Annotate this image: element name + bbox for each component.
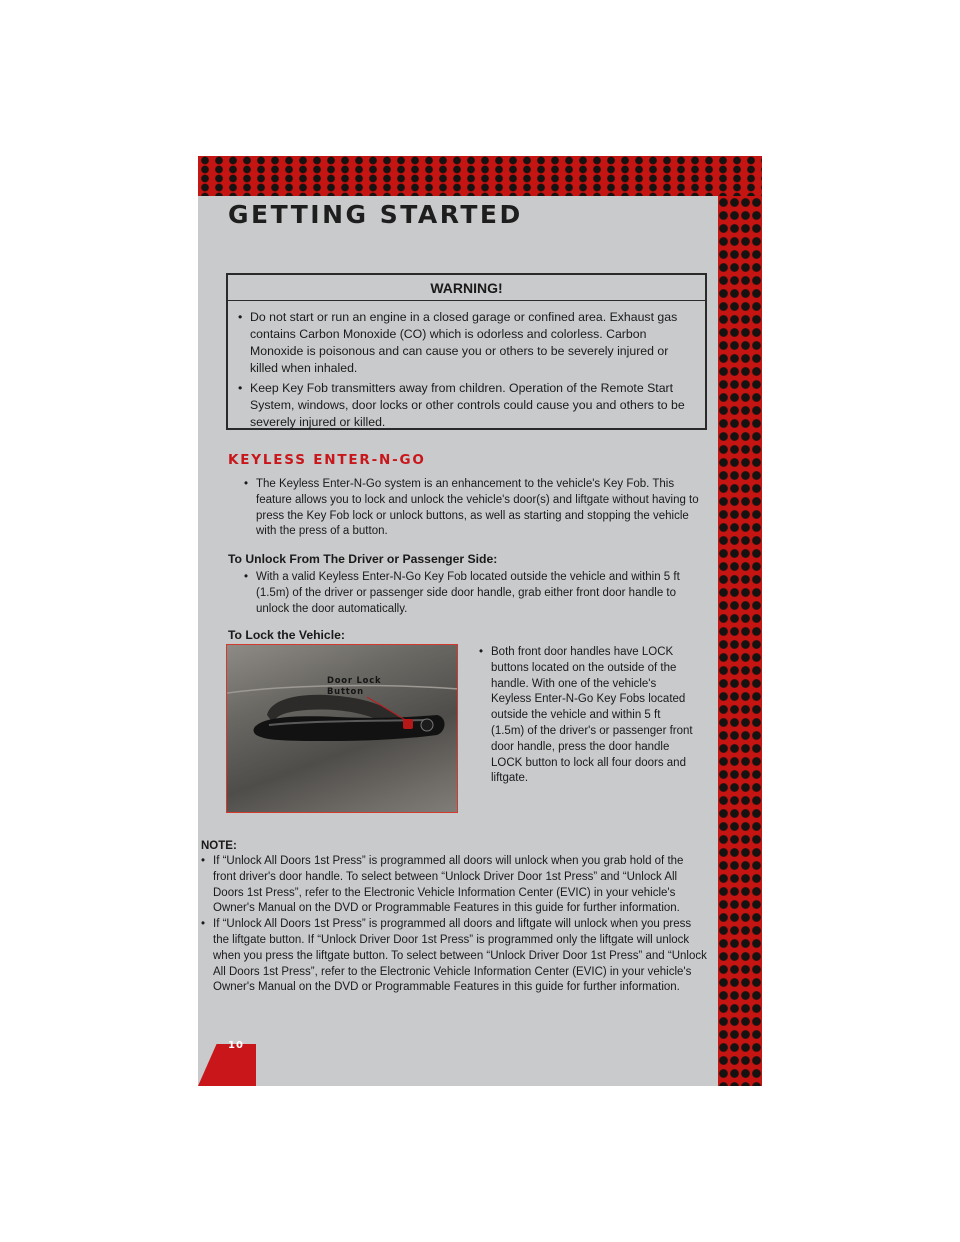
note-item: • If “Unlock All Doors 1st Press” is programmed all doors will unlock when you grab hold of the front driver's door handle. To select between “Unlock Driver Door 1st Press” and “Unlock All Doors 1st Press”, refer to the Electronic Vehicle Information Center (EVIC) in your vehicle's Owner's Manual on the DVD or Programmable Features in this guide for further information. [201, 854, 708, 917]
intro-paragraph: • The Keyless Enter-N-Go system is an enhancement to the vehicle's Key Fob. This feature allows you to lock and unlock the vehicle's door(s) and liftgate without having to press the Key Fob lock or unlock buttons, as well as starting and stopping the vehicle with the press of a button. [244, 477, 704, 540]
note-title: NOTE: [201, 840, 237, 852]
warning-item: • Do not start or run an engine in a closed garage or confined area. Exhaust gas contains Carbon Monoxide (CO) which is odorless and colorless. Carbon Monoxide is poisonous and can cause you or others to be severely injured or killed when inhaled. [238, 309, 699, 377]
warning-box [226, 273, 707, 430]
door-handle-illustration [227, 645, 458, 813]
page-number: 10 [228, 1040, 244, 1051]
warning-list [228, 301, 705, 431]
header-mesh-graphic [198, 156, 762, 196]
warning-title: WARNING! [228, 275, 705, 301]
warning-item: • Keep Key Fob transmitters away from children. Operation of the Remote Start System, windows, door locks or other controls could cause you and others to be severely injured or killed. [238, 380, 699, 431]
unlock-text: • With a valid Keyless Enter-N-Go Key Fob located outside the vehicle and within 5 ft (1.5m) of the driver or passenger side door handle, grab either front door handle to unlock the door automatically. [244, 570, 706, 617]
section-header: GETTING STARTED [228, 200, 523, 229]
feature-title: KEYLESS ENTER-N-GO [228, 452, 426, 468]
lock-text: • Both front door handles have LOCK buttons located on the outside of the handle. With one of the vehicle's Keyless Enter-N-Go Key Fobs located outside the vehicle and within 5 ft (1.5m) of the driver's or passenger front door handle, press the door handle LOCK button to lock all four doors and liftgate. [479, 645, 693, 787]
photo-callout-line: Button [327, 686, 364, 696]
unlock-heading: To Unlock From The Driver or Passenger Side: [228, 552, 498, 566]
side-mesh-graphic [718, 196, 762, 1086]
note-item: • If “Unlock All Doors 1st Press” is programmed all doors and liftgate will unlock when you press the liftgate button. If “Unlock Driver Door 1st Press” is programmed only the liftgate will unlock when you press the liftgate button. To select between “Unlock Driver Door 1st Press” and “Unlock All Doors 1st Press”, refer to the Electronic Vehicle Information Center (EVIC) in your vehicle's Owner's Manual on the DVD or Programmable Features in this guide for further information. [201, 917, 708, 996]
manual-page [198, 156, 762, 1086]
door-handle-photo [226, 644, 458, 813]
photo-callout-label [327, 675, 407, 697]
photo-callout-line: Door Lock [327, 675, 382, 685]
note-list [201, 854, 708, 996]
lock-heading: To Lock the Vehicle: [228, 628, 345, 642]
